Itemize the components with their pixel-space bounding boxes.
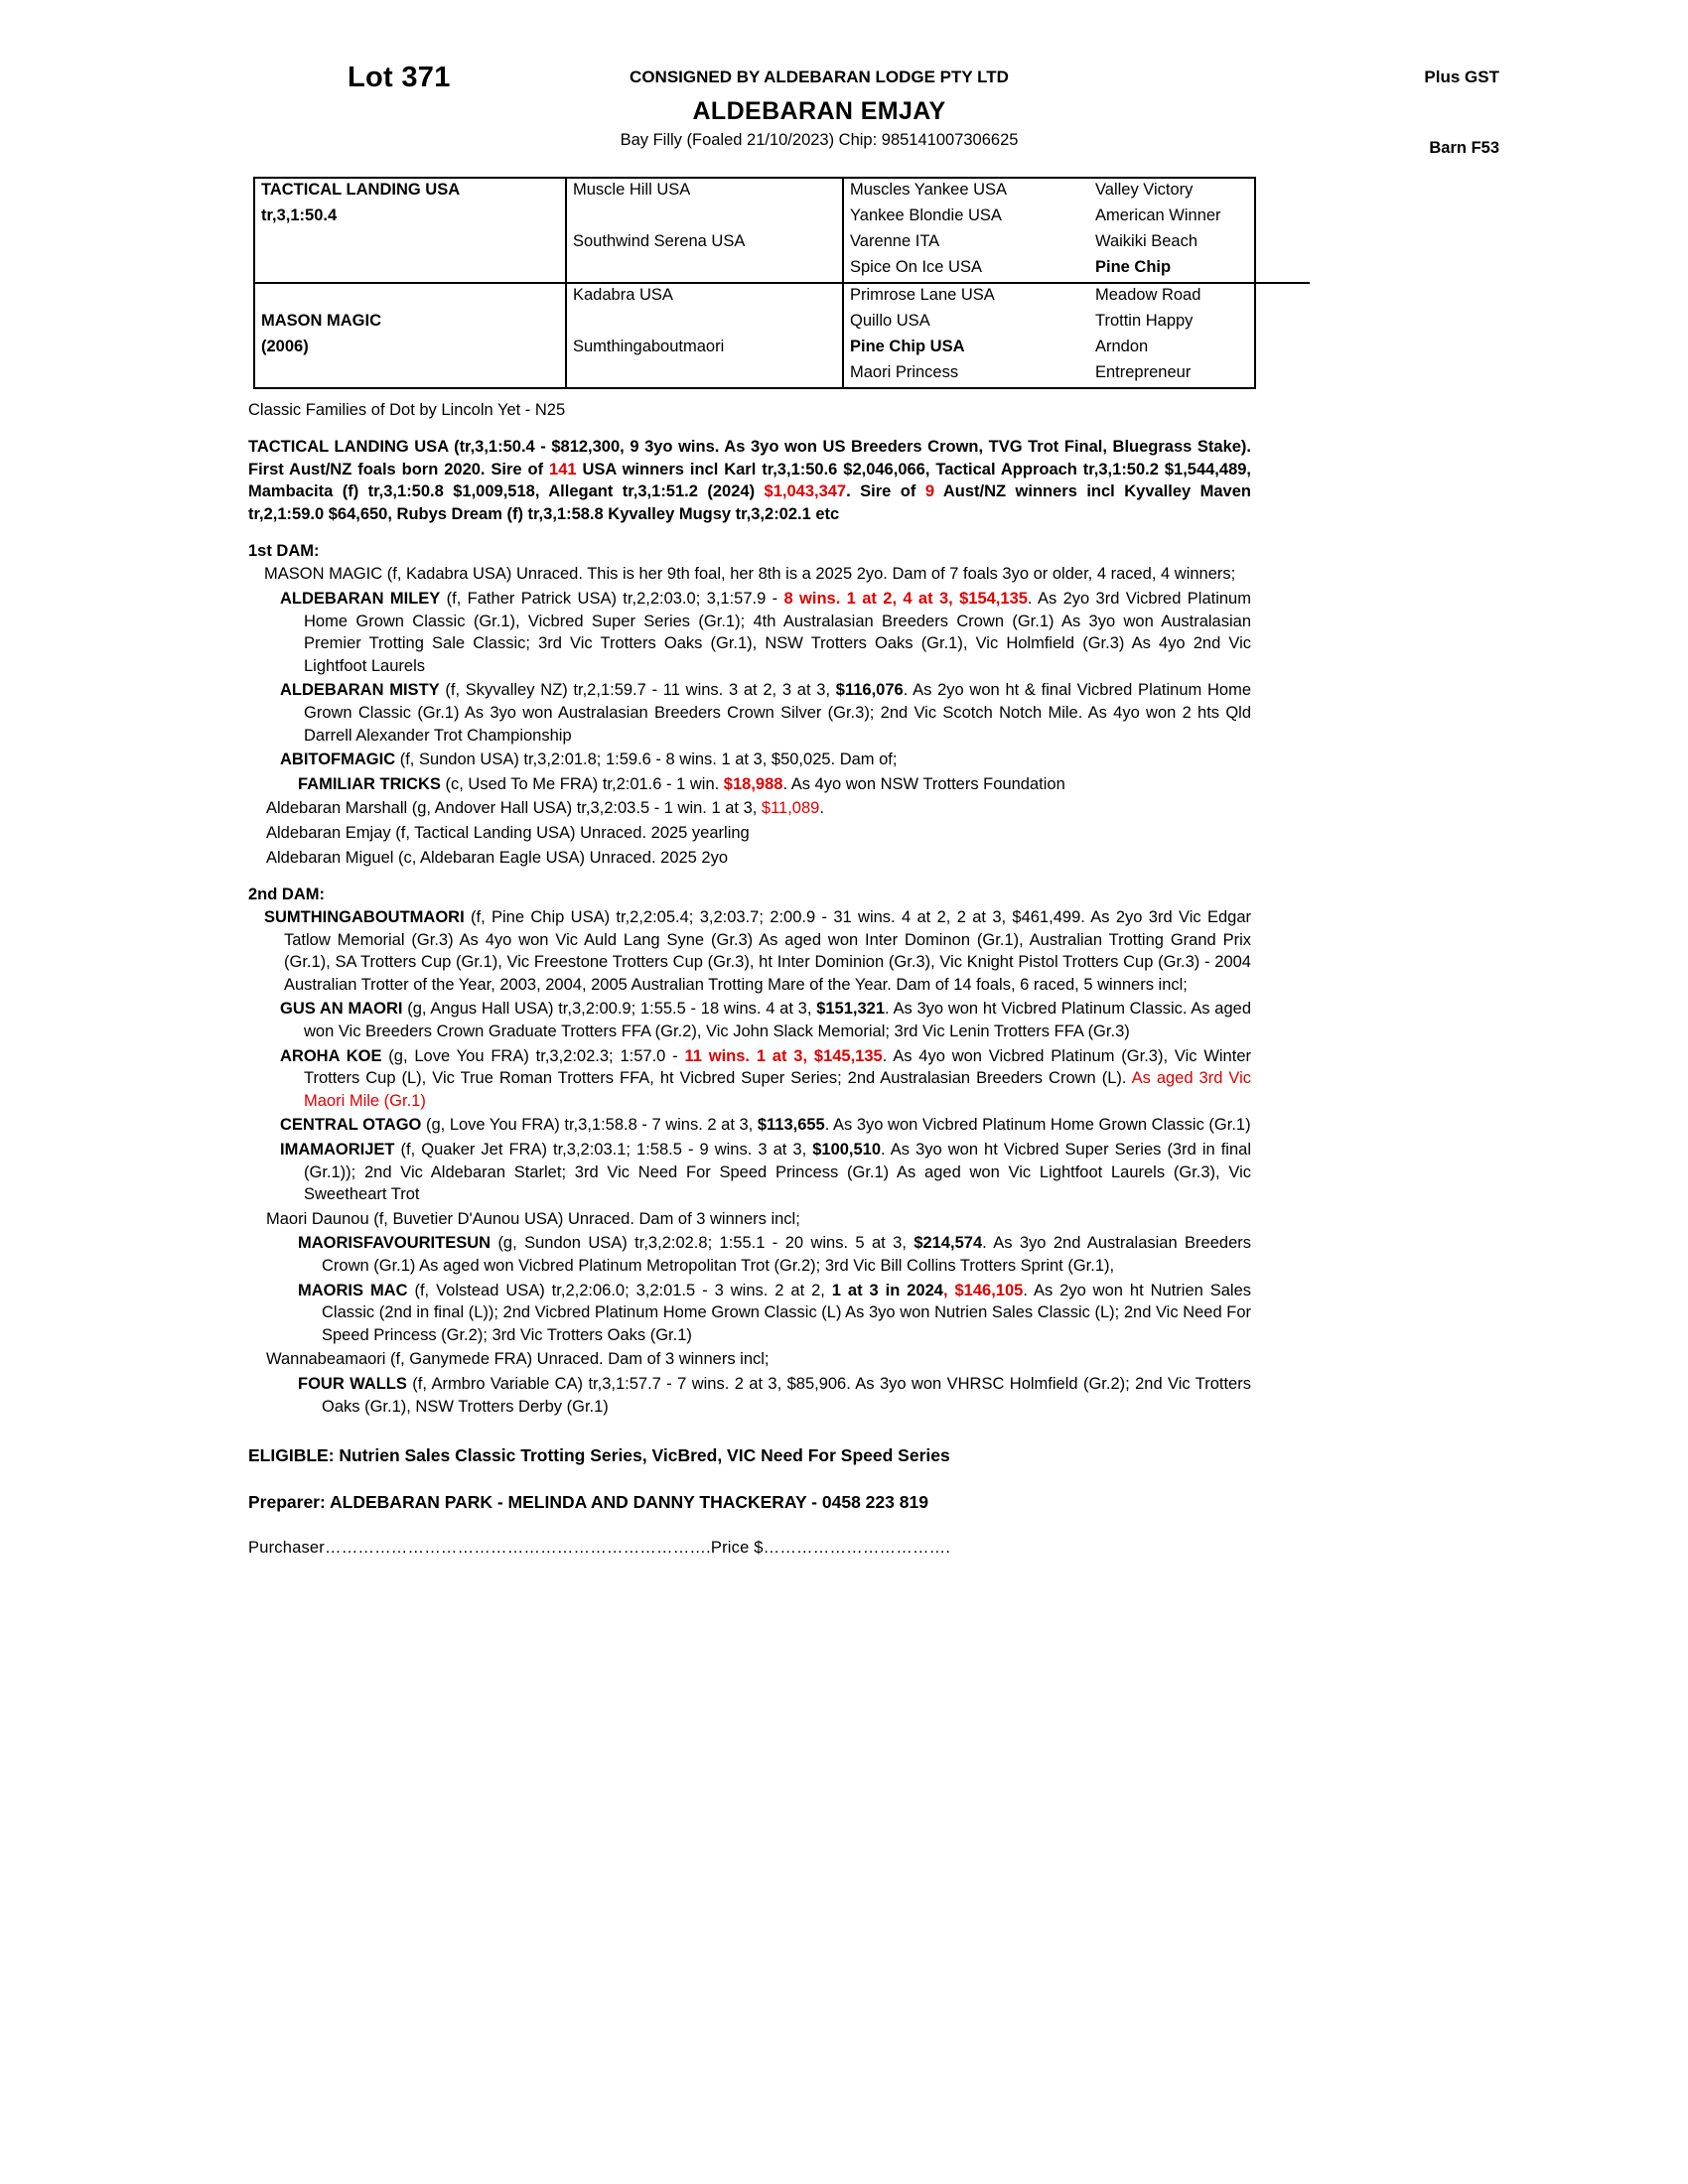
preparer-line: Preparer: ALDEBARAN PARK - MELINDA AND DANNY THACKERAY - 0458 223 819 bbox=[248, 1491, 928, 1512]
pedigree-row bbox=[255, 256, 1310, 283]
pedigree-cell bbox=[255, 256, 566, 283]
sire-paragraph bbox=[248, 436, 1251, 525]
pedigree-cell bbox=[566, 205, 843, 230]
progeny-plain-line: Maori Daunou (f, Buvetier D'Aunou USA) Unraced. Dam of 3 winners incl; bbox=[266, 1209, 800, 1228]
progeny-entry-text bbox=[266, 998, 1251, 1042]
pedigree-cell bbox=[255, 230, 566, 256]
progeny-name: ALDEBARAN MILEY bbox=[280, 589, 441, 608]
pedigree-dam-year: (2006) bbox=[261, 338, 309, 355]
progeny-entry bbox=[248, 998, 1251, 1042]
eligible-line: ELIGIBLE: Nutrien Sales Classic Trotting Series, VicBred, VIC Need For Speed Series bbox=[248, 1445, 950, 1466]
sire-text-2: USA winners incl Karl tr,3,1:50.6 $2,046,066, Tactical Approach tr,3,1:50.2 $1,544,489, Mambacita (f) tr,3,1:50.8 $1,009,518, Allegant tr,3,1:51.2 (2024) bbox=[248, 460, 1252, 501]
progeny-sub-entry-text bbox=[284, 1232, 1251, 1277]
barn-label: Barn F53 bbox=[1429, 139, 1499, 157]
sire-winners-count: 141 bbox=[549, 460, 577, 478]
progeny-post: . As 3yo won ht Vicbred Platinum Classic. As aged won Vic Breeders Crown Graduate Trotters FFA (Gr.2), Vic John Slack Memorial; 3rd Vic Lenin Trotters FFA (Gr.3) bbox=[304, 1000, 1251, 1041]
second-dam-name: SUMTHINGABOUTMAORI bbox=[264, 908, 465, 927]
progeny-sub-entry bbox=[248, 773, 1251, 796]
pedigree-cell: Yankee Blondie USA bbox=[843, 205, 1089, 230]
consignor-line: CONSIGNED BY ALDEBARAN LODGE PTY LTD bbox=[630, 68, 1009, 86]
progeny-plain-line: Wannabeamaori (f, Ganymede FRA) Unraced. Dam of 3 winners incl; bbox=[266, 1350, 770, 1369]
pedigree-row bbox=[255, 283, 1310, 310]
lot-number: Lot 371 bbox=[348, 62, 451, 93]
progeny-pre: (f, Skyvalley NZ) tr,2,1:59.7 - 11 wins. 3 at 2, 3 at 3, bbox=[439, 681, 836, 700]
pedigree-cell: Quillo USA bbox=[843, 310, 1089, 336]
sire-text-1: TACTICAL LANDING USA (tr,3,1:50.4 - $812,300, 9 3yo wins. As 3yo won US Breeders Crown, TVG Trot Final, Bluegrass Stake). First Aust/NZ foals born 2020. Sire of bbox=[248, 438, 1251, 478]
first-dam-intro bbox=[248, 563, 1251, 586]
pedigree-row bbox=[255, 179, 1310, 205]
pedigree-cell: Maori Princess bbox=[843, 361, 1089, 387]
progeny-highlight: $11,089 bbox=[761, 799, 820, 818]
progeny-sub-entry-text bbox=[284, 1373, 1251, 1418]
progeny-sub-entry bbox=[248, 1232, 1251, 1277]
progeny-sub-entry bbox=[248, 1373, 1251, 1418]
progeny-plain-line bbox=[248, 797, 1251, 820]
progeny-post: . As 3yo won ht Vicbred Super Series (3rd in final (Gr.1)); 2nd Vic Aldebaran Starlet; 3rd Vic Need For Speed Princess (Gr.1) As aged won Vic Lightfoot Laurels (Gr.3), Vic Sweetheart Trot bbox=[304, 1141, 1251, 1204]
second-dam-heading: 2nd DAM: bbox=[248, 886, 325, 904]
progeny-entry bbox=[248, 1114, 1251, 1137]
progeny-earnings: $214,574 bbox=[914, 1234, 983, 1253]
sire-ausnz-count: 9 bbox=[924, 482, 935, 501]
progeny-name: MAORIS MAC bbox=[298, 1281, 408, 1299]
progeny-entry-text bbox=[266, 1045, 1251, 1113]
progeny-earnings: $113,655 bbox=[757, 1116, 825, 1135]
pedigree-cell: Trottin Happy bbox=[1095, 312, 1194, 330]
pedigree-cell bbox=[255, 361, 566, 387]
progeny-entry bbox=[248, 588, 1251, 677]
pedigree-cell bbox=[566, 361, 843, 387]
first-dam-heading: 1st DAM: bbox=[248, 542, 320, 561]
progeny-entry-text bbox=[266, 679, 1251, 747]
pedigree-row bbox=[255, 205, 1310, 230]
second-dam-intro-text bbox=[256, 906, 1251, 996]
horse-description: Bay Filly (Foaled 21/10/2023) Chip: 985141007306625 bbox=[620, 131, 1019, 149]
progeny-name: ALDEBARAN MISTY bbox=[280, 681, 440, 700]
pedigree-cell bbox=[255, 283, 566, 310]
progeny-sub-entry-text bbox=[284, 1280, 1251, 1347]
pedigree-cell: Valley Victory bbox=[1095, 181, 1194, 199]
pedigree-cell: Meadow Road bbox=[1089, 283, 1310, 310]
progeny-entry-text bbox=[266, 749, 1251, 771]
progeny-name: FAMILIAR TRICKS bbox=[298, 774, 441, 793]
pedigree-sire-time: tr,3,1:50.4 bbox=[261, 206, 338, 224]
page-header bbox=[99, 40, 1589, 159]
pedigree-cell: American Winner bbox=[1095, 206, 1221, 224]
progeny-name: CENTRAL OTAGO bbox=[280, 1116, 422, 1135]
progeny-post: . As 4yo won Vicbred Platinum (Gr.3), Vic Winter Trotters Cup (L), Vic True Roman Trotters FFA, ht Vicbred Super Series; 2nd Australasian Breeders Crown (L). bbox=[304, 1046, 1251, 1088]
progeny-earnings: $151,321 bbox=[816, 1000, 886, 1019]
progeny-highlight: 11 wins. 1 at 3, $145,135 bbox=[684, 1046, 883, 1065]
pedigree-row bbox=[255, 310, 1310, 336]
progeny-highlight: $18,988 bbox=[723, 774, 783, 793]
sire-text-4: Aust/NZ winners incl Kyvalley Maven tr,2,1:59.0 $64,650, Rubys Dream (f) tr,3,1:58.8 Kyvalley Mugsy tr,3,2:02.1 etc bbox=[248, 482, 1251, 523]
progeny-post: . As 2yo won ht & final Vicbred Platinum Home Grown Classic (Gr.1) As 3yo won Australasian Breeders Crown Silver (Gr.3); 2nd Vic Scotch Notch Mile. As 4yo won 2 hts Qld Darrell Alexander Trot Championship bbox=[304, 681, 1252, 745]
progeny-plain-after: . bbox=[819, 799, 824, 818]
progeny-plain-line: Aldebaran Miguel (c, Aldebaran Eagle USA) Unraced. 2025 2yo bbox=[266, 848, 729, 867]
pedigree-cell: Arndon bbox=[1095, 338, 1149, 355]
progeny-post: . As 3yo won Vicbred Platinum Home Grown Classic (Gr.1) bbox=[824, 1116, 1251, 1135]
progeny-earnings: $100,510 bbox=[812, 1141, 882, 1160]
progeny-highlight: , $146,105 bbox=[942, 1281, 1024, 1299]
pedigree-cell: Muscles Yankee USA bbox=[843, 179, 1089, 205]
progeny-pre: (g, Sundon USA) tr,3,2:02.8; 1:55.1 - 20 wins. 5 at 3, bbox=[491, 1234, 914, 1253]
progeny-earnings: $116,076 bbox=[835, 681, 904, 700]
progeny-sub-entry-text bbox=[284, 773, 1251, 796]
pedigree-cell bbox=[566, 310, 843, 336]
progeny-bold-mid: 1 at 3 in 2024 bbox=[831, 1281, 943, 1299]
progeny-entry bbox=[248, 749, 1251, 771]
progeny-pre: (c, Used To Me FRA) tr,2:01.6 - 1 win. bbox=[440, 774, 724, 793]
progeny-plain-line: Aldebaran Emjay (f, Tactical Landing USA) Unraced. 2025 yearling bbox=[266, 823, 750, 842]
progeny-entry-text bbox=[266, 1114, 1251, 1137]
sire-earnings: $1,043,347 bbox=[764, 482, 847, 501]
pedigree-cell: Primrose Lane USA bbox=[843, 283, 1089, 310]
progeny-pre: (f, Father Patrick USA) tr,2,2:03.0; 3,1:57.9 - bbox=[440, 589, 784, 608]
progeny-post: . As 2yo 3rd Vicbred Platinum Home Grown Classic (Gr.1), Vicbred Super Series (Gr.1); 4th Australasian Breeders Crown (Gr.1) As 3yo won Australasian Premier Trotting Sale Classic; 3rd Vic Trotters Oaks (Gr.1), NSW Trotters Oaks (Gr.1), Vic Holmfield (Gr.3) As 4yo 2nd Vic Lightfoot Laurels bbox=[304, 589, 1251, 675]
pedigree-cell: Waikiki Beach bbox=[1095, 232, 1198, 250]
progeny-sub-entry bbox=[248, 1280, 1251, 1347]
progeny-name: AROHA KOE bbox=[280, 1046, 382, 1065]
progeny-plain-text: Aldebaran Marshall (g, Andover Hall USA) tr,3,2:03.5 - 1 win. 1 at 3, bbox=[266, 799, 762, 818]
progeny-entry bbox=[248, 1139, 1251, 1206]
second-dam-intro bbox=[248, 906, 1251, 996]
first-dam-intro-text: MASON MAGIC (f, Kadabra USA) Unraced. This is her 9th foal, her 8th is a 2025 2yo. Dam of 7 foals 3yo or older, 4 raced, 4 winners; bbox=[264, 565, 1236, 584]
pedigree-row bbox=[255, 336, 1310, 361]
progeny-pre: (f, Sundon USA) tr,3,2:01.8; 1:59.6 - 8 wins. 1 at 3, $50,025. Dam of; bbox=[395, 751, 898, 769]
pedigree-cell bbox=[566, 256, 843, 283]
pedigree-text bbox=[248, 436, 1251, 1418]
progeny-post: . As 2yo won ht Nutrien Sales Classic (2nd in final (L)); 2nd Vicbred Platinum Home Grown Classic (L) As 3yo won Nutrien Sales Classic (L); 2nd Vic Need For Speed Princess (Gr.2); 3rd Vic Trotters Oaks (Gr.1) bbox=[322, 1281, 1252, 1344]
progeny-entry-text bbox=[266, 588, 1251, 677]
progeny-pre: (g, Angus Hall USA) tr,3,2:00.9; 1:55.5 - 18 wins. 4 at 3, bbox=[402, 1000, 817, 1019]
progeny-pre: (f, Armbro Variable CA) tr,3,1:57.7 - 7 wins. 2 at 3, $85,906. As 3yo won VHRSC Holmfield (Gr.2); 2nd Vic Trotters Oaks (Gr.1), NSW Trotters Derby (Gr.1) bbox=[322, 1374, 1251, 1416]
pedigree-cell: Varenne ITA bbox=[843, 230, 1089, 256]
pedigree-cell: Entrepreneur bbox=[1095, 363, 1192, 381]
pedigree-sire-name: TACTICAL LANDING USA bbox=[261, 181, 461, 199]
progeny-pre: (g, Love You FRA) tr,3,2:02.3; 1:57.0 - bbox=[381, 1046, 685, 1065]
plus-gst-label: Plus GST bbox=[1424, 68, 1499, 86]
pedigree-row bbox=[255, 361, 1310, 387]
progeny-name: MAORISFAVOURITESUN bbox=[298, 1234, 492, 1253]
progeny-pre: (f, Volstead USA) tr,2,2:06.0; 3,2:01.5 - 3 wins. 2 at 2, bbox=[407, 1281, 832, 1299]
horse-name: ALDEBARAN EMJAY bbox=[692, 97, 946, 125]
progeny-name: IMAMAORIJET bbox=[280, 1141, 395, 1160]
pedigree-cell: Muscle Hill USA bbox=[566, 179, 843, 205]
classic-families-line: Classic Families of Dot by Lincoln Yet - N25 bbox=[248, 401, 566, 419]
pedigree-table bbox=[253, 177, 1256, 389]
pedigree-cell: Southwind Serena USA bbox=[566, 230, 843, 256]
pedigree-cell: Kadabra USA bbox=[566, 283, 843, 310]
pedigree-cell: Spice On Ice USA bbox=[843, 256, 1089, 283]
progeny-post: . As 3yo 2nd Australasian Breeders Crown (Gr.1) As aged won Vicbred Platinum Metropolitan Trot (Gr.2); 3rd Vic Bill Collins Trotters Sprint (Gr.1), bbox=[322, 1234, 1252, 1275]
progeny-entry bbox=[248, 1045, 1251, 1113]
pedigree-cell-bold: Pine Chip bbox=[1095, 258, 1172, 276]
progeny-name: FOUR WALLS bbox=[298, 1374, 407, 1393]
purchaser-line: Purchaser…………………………………………………………….Price $……………………………. bbox=[248, 1538, 951, 1557]
pedigree-dam-name: MASON MAGIC bbox=[261, 312, 381, 330]
progeny-pre: (f, Quaker Jet FRA) tr,3,2:03.1; 1:58.5 - 9 wins. 3 at 3, bbox=[394, 1141, 813, 1160]
progeny-name: ABITOFMAGIC bbox=[280, 751, 396, 769]
second-dam-details: (f, Pine Chip USA) tr,2,2:05.4; 3,2:03.7; 2:00.9 - 31 wins. 4 at 2, 2 at 3, $461,499. As 2yo 3rd Vic Edgar Tatlow Memorial (Gr.3) As 4yo won Vic Auld Lang Syne (Gr.3) As aged won Inter Dominon (Gr.1), Australian Trotting Grand Prix (Gr.1), SA Trotters Cup (Gr.1), Vic Freestone Trotters Cup (Gr.3), ht Inter Dominion (Gr.3), Vic Knight Pistol Trotters Cup (Gr.3) - 2004 Australian Trotter of the Year, 2003, 2004, 2005 Australian Trotting Mare of the Year. Dam of 14 foals, 6 raced, 5 winners incl; bbox=[284, 908, 1251, 994]
progeny-highlight: 8 wins. 1 at 2, 4 at 3, $154,135 bbox=[783, 589, 1028, 608]
progeny-pre: (g, Love You FRA) tr,3,1:58.8 - 7 wins. 2 at 3, bbox=[421, 1116, 758, 1135]
sire-text-3: . Sire of bbox=[846, 482, 925, 501]
progeny-post: . As 4yo won NSW Trotters Foundation bbox=[782, 774, 1065, 793]
progeny-entry bbox=[248, 679, 1251, 747]
progeny-name: GUS AN MAORI bbox=[280, 1000, 403, 1019]
pedigree-row bbox=[255, 230, 1310, 256]
progeny-entry-text bbox=[266, 1139, 1251, 1206]
progeny-highlight-2: As aged 3rd Vic Maori Mile (Gr.1) bbox=[304, 1069, 1252, 1110]
pedigree-cell-bold: Pine Chip USA bbox=[843, 336, 1089, 361]
pedigree-cell: Sumthingaboutmaori bbox=[566, 336, 843, 361]
